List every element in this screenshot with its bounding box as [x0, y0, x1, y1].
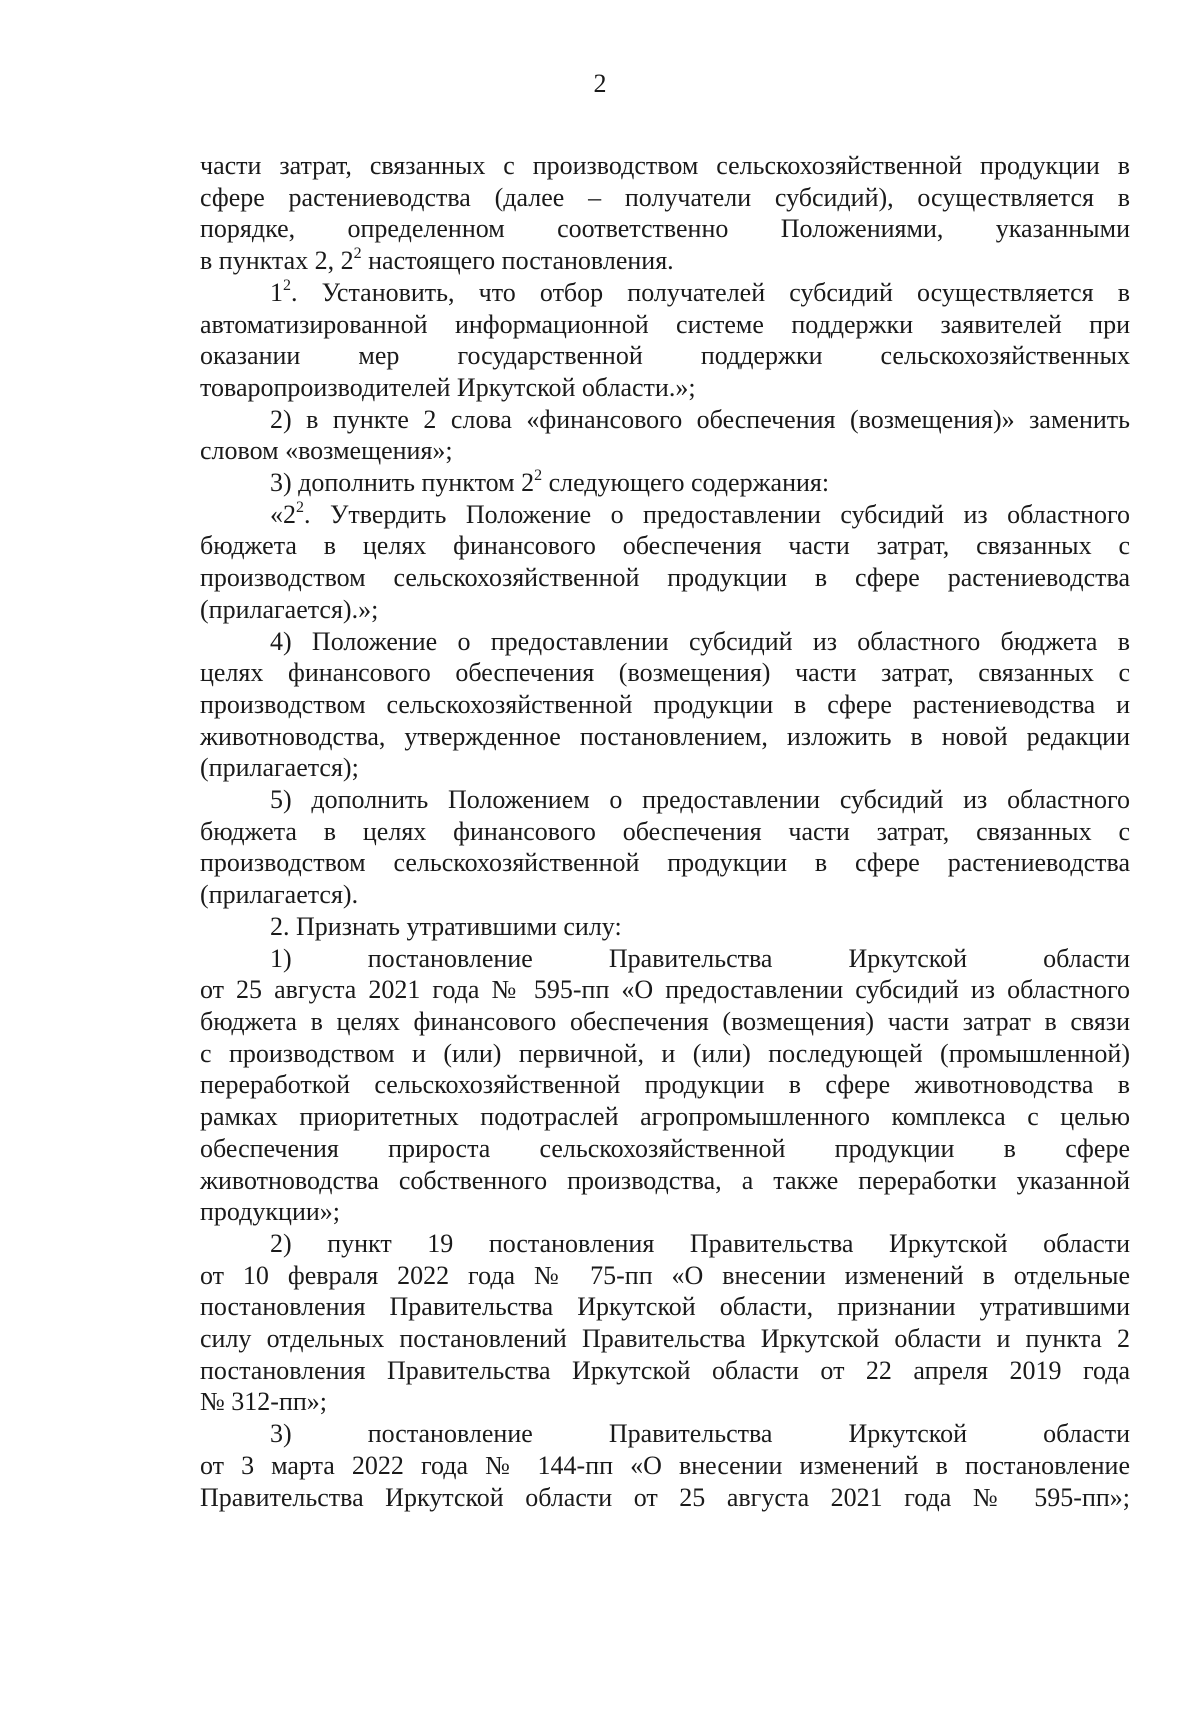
text-line: автоматизированной информационной системе поддержки заявителей при	[200, 309, 1130, 339]
text-line: обеспечения прироста сельскохозяйственной продукции в сфере	[200, 1133, 1130, 1163]
text-line: товаропроизводителей Иркутской области.»;	[200, 372, 696, 402]
text-line: бюджета в целях финансового обеспечения части затрат, связанных с	[200, 531, 1130, 561]
paragraph-repeal-2	[200, 1228, 1130, 1418]
text-fragment: . Установить, что отбор получателей субсидий осуществляется в	[291, 277, 1130, 307]
paragraph-item-1-2	[200, 277, 1130, 404]
text-fragment: настоящего постановления.	[361, 246, 674, 276]
text-line: с производством и (или) первичной, и (или) последующей (промышленной)	[200, 1038, 1130, 1068]
text-line: постановления Правительства Иркутской области, признании утратившими	[200, 1292, 1130, 1322]
paragraph-repeal-3	[200, 1418, 1130, 1513]
text-line: бюджета в целях финансового обеспечения части затрат, связанных с	[200, 816, 1130, 846]
text-line: от 10 февраля 2022 года № 75-пп «О внесении изменений в отдельные	[200, 1260, 1130, 1290]
paragraph-amendment-4	[200, 626, 1130, 785]
text-line: рамках приоритетных подотраслей агропромышленного комплекса с целью	[200, 1102, 1130, 1132]
text-line: от 25 августа 2021 года № 595-пп «О предоставлении субсидий из областного	[200, 975, 1130, 1005]
text-line	[200, 499, 1130, 531]
superscript: 2	[296, 498, 304, 516]
text-line: (прилагается).	[200, 880, 359, 910]
text-line: силу отдельных постановлений Правительства Иркутской области и пункта 2	[200, 1324, 1130, 1354]
text-line: животноводства собственного производства, а также переработки указанной	[200, 1165, 1130, 1195]
text-line: переработкой сельскохозяйственной продукции в сфере животноводства в	[200, 1070, 1130, 1100]
text-line	[200, 467, 1130, 499]
text-fragment: 1	[270, 277, 283, 307]
text-line: № 312-пп»;	[200, 1387, 328, 1417]
text-fragment: 3) дополнить пунктом 2	[270, 468, 535, 498]
text-line: 3) постановление Правительства Иркутской области	[270, 1419, 1130, 1449]
text-fragment: в пунктах 2, 2	[200, 246, 354, 276]
text-line: порядке, определенном соответственно Положениями, указанными	[200, 214, 1130, 244]
text-line: производством сельскохозяйственной продукции в сфере растениеводства	[200, 848, 1130, 878]
text-line: производством сельскохозяйственной продукции в сфере растениеводства и	[200, 689, 1130, 719]
text-line: производством сельскохозяйственной продукции в сфере растениеводства	[200, 563, 1130, 593]
page-number: 2	[593, 69, 607, 98]
text-line: 2. Признать утратившими силу:	[270, 911, 622, 941]
text-line: 1) постановление Правительства Иркутской области	[270, 943, 1130, 973]
paragraph-amendment-3	[200, 467, 1130, 499]
text-line: целях финансового обеспечения (возмещения) части затрат, связанных с	[200, 658, 1130, 688]
superscript: 2	[283, 276, 291, 294]
text-line: бюджета в целях финансового обеспечения (возмещения) части затрат в связи	[200, 1006, 1130, 1036]
superscript: 2	[534, 467, 543, 485]
text-line: продукции»;	[200, 1197, 340, 1227]
text-fragment: «2	[270, 499, 296, 529]
paragraph-recipients-order	[200, 150, 1130, 277]
paragraph-section-2	[200, 911, 1130, 943]
text-fragment: следующего содержания:	[542, 468, 830, 498]
text-line: (прилагается);	[200, 753, 359, 783]
superscript: 2	[353, 245, 362, 263]
text-line: Правительства Иркутской области от 25 августа 2021 года № 595-пп»;	[200, 1482, 1130, 1512]
text-line: постановления Правительства Иркутской области от 22 апреля 2019 года	[200, 1355, 1130, 1385]
text-line: 4) Положение о предоставлении субсидий из областного бюджета в	[270, 626, 1130, 656]
text-fragment: . Утвердить Положение о предоставлении субсидий из областного	[304, 499, 1130, 529]
text-line	[200, 245, 1130, 277]
text-line: 5) дополнить Положением о предоставлении субсидий из областного	[270, 785, 1130, 815]
paragraph-quote-2-2	[200, 499, 1130, 626]
text-line: 2) в пункте 2 слова «финансового обеспечения (возмещения)» заменить	[270, 404, 1130, 434]
paragraph-repeal-1	[200, 943, 1130, 1228]
text-line: животноводства, утвержденное постановлением, изложить в новой редакции	[200, 721, 1130, 751]
text-line: словом «возмещения»;	[200, 436, 453, 466]
text-line: 2) пункт 19 постановления Правительства Иркутской области	[270, 1228, 1130, 1258]
paragraph-amendment-5	[200, 784, 1130, 911]
paragraph-amendment-2	[200, 404, 1130, 467]
text-line: части затрат, связанных с производством сельскохозяйственной продукции в	[200, 151, 1130, 180]
document-body	[200, 150, 1130, 1513]
text-line: (прилагается).»;	[200, 594, 379, 624]
text-line: от 3 марта 2022 года № 144-пп «О внесении изменений в постановление	[200, 1450, 1130, 1480]
text-line: оказании мер государственной поддержки сельскохозяйственных	[200, 341, 1130, 371]
text-line: сфере растениеводства (далее – получатели субсидий), осуществляется в	[200, 182, 1130, 212]
text-line	[200, 277, 1130, 309]
